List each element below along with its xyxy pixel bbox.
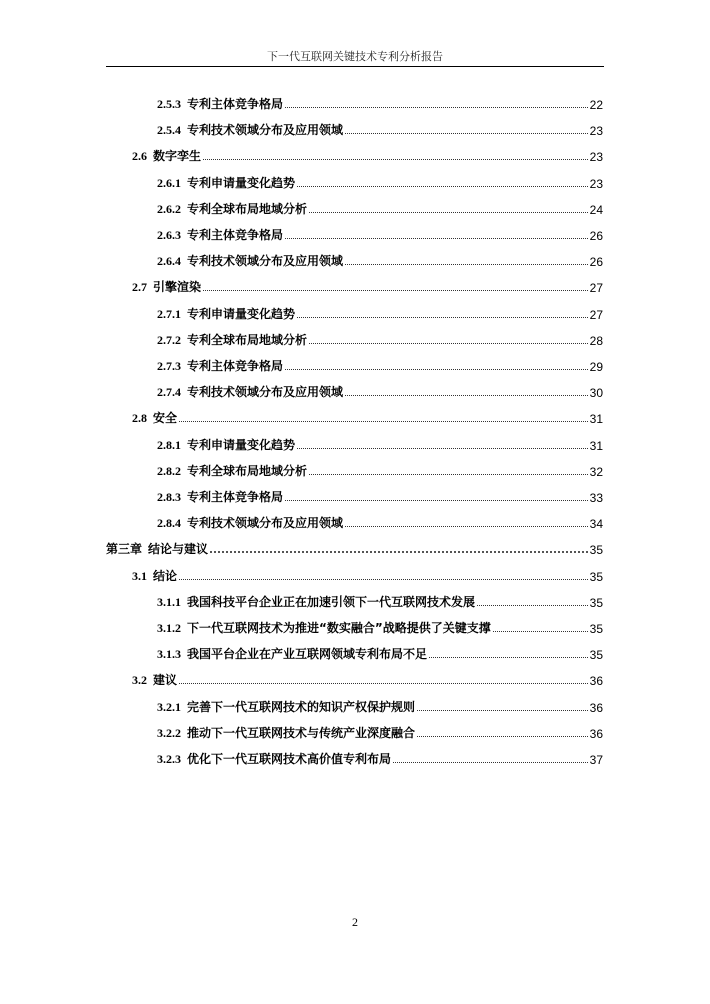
toc-entry-page: 24 — [589, 202, 603, 217]
toc-entry-title: 安全 — [153, 411, 178, 426]
toc-entry[interactable] — [132, 144, 603, 164]
toc-dot-leader — [297, 186, 588, 187]
toc-dot-leader — [393, 762, 588, 763]
toc-entry-page: 33 — [589, 491, 603, 505]
toc-entry-title: 专利主体竞争格局 — [187, 97, 284, 111]
toc-entry[interactable] — [157, 642, 603, 662]
toc-entry-number: 3.2.3 — [157, 752, 181, 766]
toc-entry[interactable] — [132, 564, 603, 584]
toc-entry-title: 我国平台企业在产业互联网领域专利布局不足 — [187, 647, 428, 662]
toc-dot-leader — [179, 421, 588, 422]
toc-entry-page: 31 — [589, 412, 603, 427]
toc-entry-number: 第三章 — [106, 542, 143, 557]
toc-entry-number: 2.6 — [132, 149, 147, 164]
toc-dot-leader — [345, 395, 588, 396]
toc-entry-number: 2.8.3 — [157, 490, 181, 504]
toc-entry[interactable] — [106, 537, 603, 557]
toc-entry[interactable] — [157, 92, 603, 112]
toc-dot-leader — [210, 551, 588, 553]
toc-entry[interactable] — [157, 380, 603, 400]
toc-dot-leader — [203, 290, 588, 291]
toc-entry-title: 建议 — [153, 673, 178, 688]
toc-entry-number: 3.1.2 — [157, 621, 181, 635]
toc-entry-number: 3.1.3 — [157, 647, 181, 662]
toc-entry-title: 结论 — [153, 568, 178, 583]
toc-entry-number: 2.7.1 — [157, 306, 181, 321]
toc-dot-leader — [309, 212, 588, 213]
toc-entry-title: 完善下一代互联网技术的知识产权保护规则 — [187, 699, 416, 714]
toc-entry[interactable] — [132, 406, 603, 426]
toc-entry-number: 2.8.2 — [157, 463, 181, 478]
toc-dot-leader — [285, 500, 588, 501]
toc-entry[interactable] — [157, 249, 603, 269]
toc-entry[interactable] — [157, 616, 603, 636]
toc-entry-title: 专利主体竞争格局 — [187, 359, 284, 373]
toc-entry-number: 2.7 — [132, 280, 147, 295]
toc-dot-leader — [297, 317, 588, 318]
toc-entry-title: 专利全球布局地域分析 — [187, 201, 308, 216]
toc-entry[interactable] — [157, 223, 603, 243]
toc-entry-page: 31 — [589, 438, 603, 453]
toc-entry[interactable] — [157, 118, 603, 138]
toc-entry-title: 下一代互联网技术为推进“数实融合”战略提供了关键支撑 — [187, 621, 491, 635]
toc-entry[interactable] — [157, 433, 603, 453]
toc-entry-title: 数字孪生 — [153, 149, 202, 164]
toc-dot-leader — [345, 264, 588, 265]
toc-entry-page: 28 — [589, 333, 603, 348]
toc-entry[interactable] — [157, 721, 603, 741]
running-header: 下一代互联网关键技术专利分析报告 — [267, 50, 443, 63]
toc-entry-number: 2.7.2 — [157, 332, 181, 347]
toc-dot-leader — [179, 683, 588, 684]
toc-entry[interactable] — [157, 695, 603, 715]
toc-entry-page: 37 — [589, 753, 603, 767]
toc-entry-page: 23 — [589, 124, 603, 139]
toc-entry-page: 23 — [589, 150, 603, 165]
toc-dot-leader — [309, 474, 588, 475]
toc-entry-title: 专利申请量变化趋势 — [187, 437, 296, 452]
toc-entry-title: 专利技术领域分布及应用领域 — [187, 254, 344, 269]
toc-entry[interactable] — [157, 328, 603, 348]
toc-entry-number: 2.8.4 — [157, 516, 181, 531]
page-number: 2 — [352, 915, 358, 929]
toc-entry-number: 3.2 — [132, 673, 147, 688]
toc-entry-number: 3.2.2 — [157, 725, 181, 740]
toc-entry-page: 32 — [589, 464, 603, 479]
toc-entry-page: 26 — [589, 229, 603, 243]
toc-entry[interactable] — [157, 171, 603, 191]
toc-entry[interactable] — [157, 747, 603, 767]
toc-entry-title: 专利主体竞争格局 — [187, 490, 284, 504]
toc-dot-leader — [429, 657, 588, 658]
toc-entry-number: 2.8 — [132, 411, 147, 426]
toc-entry-title: 推动下一代互联网技术与传统产业深度融合 — [187, 725, 416, 740]
toc-dot-leader — [417, 736, 588, 737]
toc-entry-number: 2.6.4 — [157, 254, 181, 269]
toc-entry[interactable] — [157, 302, 603, 322]
toc-entry-page: 35 — [589, 648, 603, 663]
toc-entry-number: 2.7.4 — [157, 385, 181, 400]
toc-entry-title: 我国科技平台企业正在加速引领下一代互联网技术发展 — [187, 594, 476, 609]
toc-entry-page: 35 — [589, 595, 603, 610]
toc-dot-leader — [417, 710, 588, 711]
toc-entry-number: 3.1.1 — [157, 594, 181, 609]
toc-dot-leader — [345, 133, 588, 134]
toc-entry[interactable] — [157, 459, 603, 479]
toc-entry-title: 专利全球布局地域分析 — [187, 463, 308, 478]
toc-dot-leader — [285, 107, 588, 108]
toc-entry-page: 30 — [589, 386, 603, 401]
toc-entry-number: 2.8.1 — [157, 437, 181, 452]
toc-entry-page: 29 — [589, 360, 603, 374]
toc-entry[interactable] — [157, 197, 603, 217]
toc-entry-number: 2.6.2 — [157, 201, 181, 216]
toc-entry-title: 专利全球布局地域分析 — [187, 332, 308, 347]
toc-entry-page: 36 — [589, 700, 603, 715]
toc-dot-leader — [179, 579, 588, 580]
toc-entry-page: 26 — [589, 255, 603, 270]
toc-entry-number: 2.7.3 — [157, 359, 181, 373]
toc-entry-page: 23 — [589, 176, 603, 191]
toc-entry[interactable] — [157, 590, 603, 610]
toc-entry-title: 优化下一代互联网技术高价值专利布局 — [187, 752, 392, 766]
toc-entry-title: 专利技术领域分布及应用领域 — [187, 385, 344, 400]
toc-entry[interactable] — [157, 354, 603, 374]
toc-dot-leader — [203, 159, 588, 160]
toc-dot-leader — [297, 448, 588, 449]
toc-dot-leader — [493, 631, 588, 632]
toc-entry[interactable] — [132, 668, 603, 688]
toc-entry[interactable] — [157, 485, 603, 505]
toc-entry-title: 专利主体竞争格局 — [187, 228, 284, 242]
toc-entry-title: 专利申请量变化趋势 — [187, 306, 296, 321]
toc-entry-title: 专利申请量变化趋势 — [187, 175, 296, 190]
toc-entry-page: 36 — [589, 674, 603, 689]
toc-dot-leader — [477, 605, 588, 606]
toc-entry-number: 2.5.4 — [157, 123, 181, 138]
toc-dot-leader — [285, 369, 588, 370]
toc-dot-leader — [309, 343, 588, 344]
toc-dot-leader — [345, 526, 588, 527]
toc-entry-title: 引擎渲染 — [153, 280, 202, 295]
toc-entry-page: 22 — [589, 98, 603, 112]
toc-entry-page: 27 — [589, 307, 603, 322]
toc-entry-page: 35 — [589, 569, 603, 584]
toc-entry[interactable] — [157, 511, 603, 531]
toc-entry-page: 36 — [589, 726, 603, 741]
toc-entry-page: 34 — [589, 517, 603, 532]
toc-entry-page: 35 — [589, 622, 603, 636]
toc-entry[interactable] — [132, 275, 603, 295]
toc-dot-leader — [285, 238, 588, 239]
toc-entry-number: 2.6.3 — [157, 228, 181, 242]
toc-entry-number: 2.6.1 — [157, 175, 181, 190]
toc-entry-page: 27 — [589, 281, 603, 296]
toc-entry-number: 3.1 — [132, 568, 147, 583]
toc-entry-number: 3.2.1 — [157, 699, 181, 714]
toc-entry-title: 专利技术领域分布及应用领域 — [187, 516, 344, 531]
toc-entry-page: 35 — [589, 543, 603, 558]
toc-entry-number: 2.5.3 — [157, 97, 181, 111]
toc-entry-title: 结论与建议 — [148, 542, 209, 557]
header-divider — [106, 66, 604, 67]
toc-entry-title: 专利技术领域分布及应用领域 — [187, 123, 344, 138]
